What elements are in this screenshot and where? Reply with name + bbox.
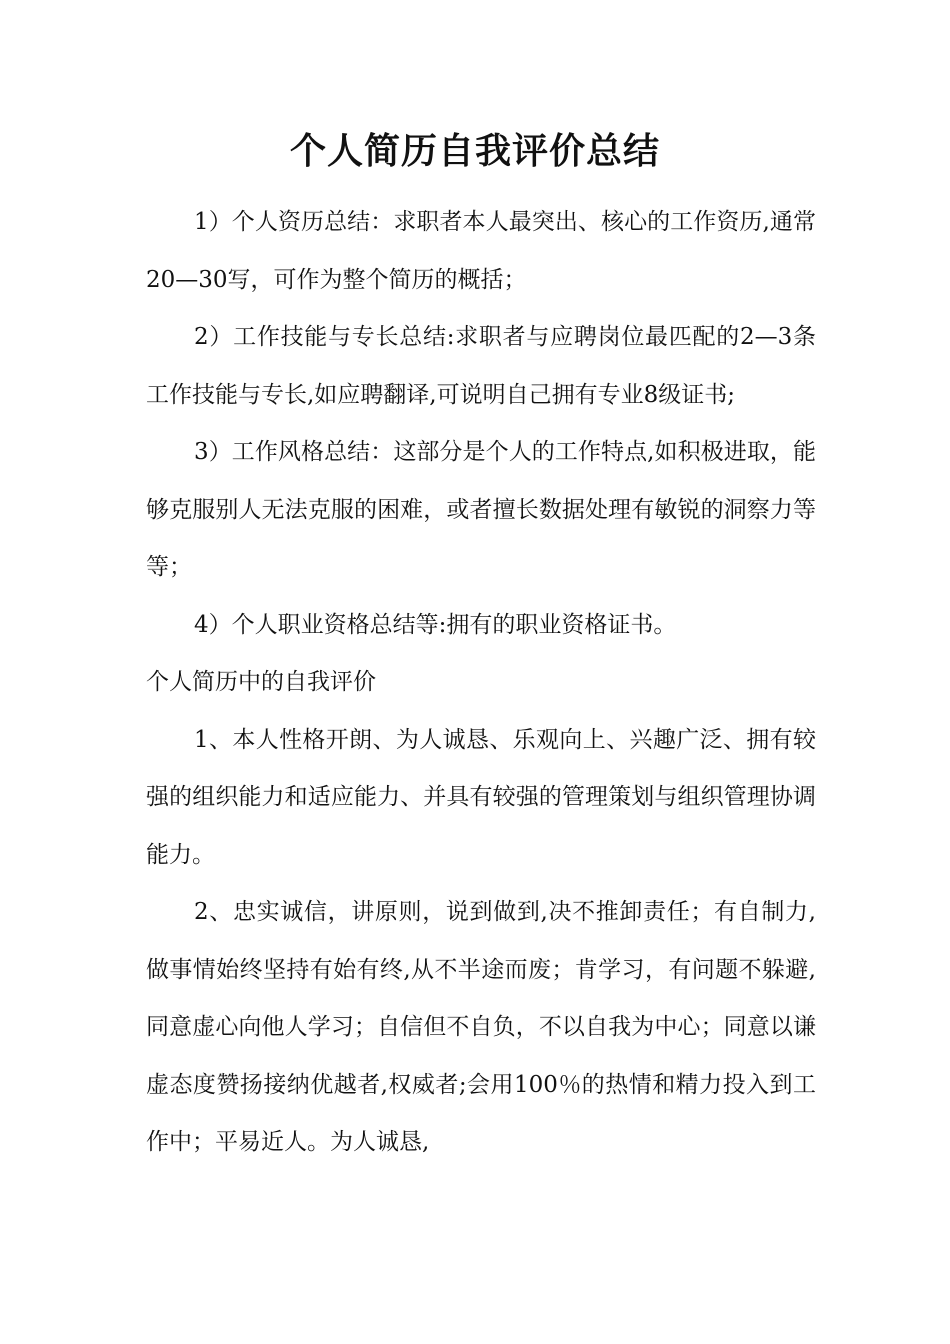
- paragraph-evaluation-1: 1、本人性格开朗、为人诚恳、乐观向上、兴趣广泛、拥有较强的组织能力和适应能力、并具有较强的管理策划与组织管理协调能力。: [146, 726, 816, 868]
- paragraph-qualification-summary: 4）个人职业资格总结等:拥有的职业资格证书。: [194, 611, 677, 638]
- paragraph-work-style-summary: 3）工作风格总结：这部分是个人的工作特点,如积极进取，能够克服别人无法克服的困难，或者擅长数据处理有敏锐的洞察力等等；: [146, 439, 816, 580]
- document-title: 个人简历自我评价总结: [289, 131, 660, 172]
- document-body: [146, 194, 816, 1172]
- paragraph-skills-summary: 2）工作技能与专长总结:求职者与应聘岗位最匹配的2—3条工作技能与专长,如应聘翻译,可说明自己拥有专业8级证书;: [146, 324, 816, 408]
- paragraph-resume-summary: 1）个人资历总结：求职者本人最突出、核心的工作资历,通常20—30写，可作为整个简历的概括；: [146, 209, 816, 293]
- paragraph-evaluation-2: 2、忠实诚信，讲原则，说到做到,决不推卸责任；有自制力,做事情始终坚持有始有终,从不半途而废；肯学习，有问题不躲避,同意虚心向他人学习；自信但不自负，不以自我为中心；同意以谦虚态度赞扬接纳优越者,权威者;会用100％的热情和精力投入到工作中；平易近人。为人诚恳,: [146, 899, 816, 1155]
- section-heading-self-evaluation: 个人简历中的自我评价: [146, 669, 376, 695]
